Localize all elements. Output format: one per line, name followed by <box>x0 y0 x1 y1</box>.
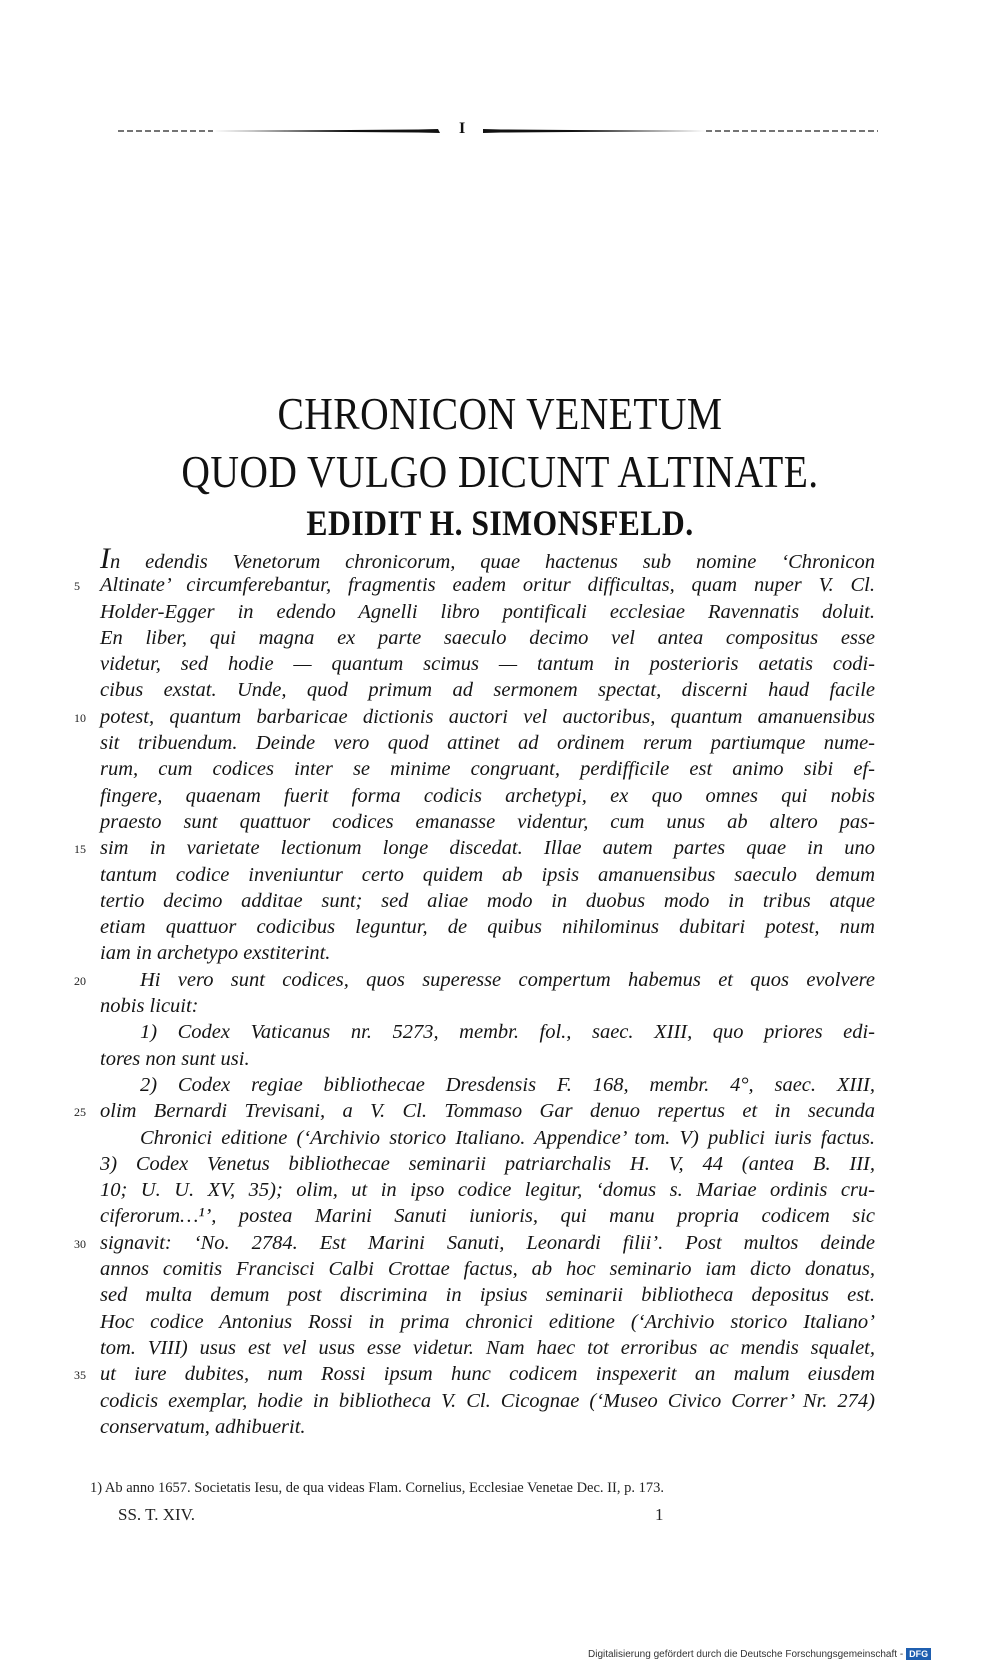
title-editor: EDIDIT H. SIMONSFELD. <box>306 503 694 543</box>
text-line <box>100 625 875 651</box>
text-line <box>100 862 875 888</box>
line-text: Holder-Egger in edendo Agnelli libro pontificali ecclesiae Ravennatis doluit. <box>100 600 875 623</box>
line-text: Hi vero sunt codices, quos superesse compertum habemus et quos evolvere <box>140 968 875 991</box>
text-line <box>74 572 875 598</box>
text-line <box>100 809 875 835</box>
text-line <box>74 835 875 861</box>
line-text: rum, cum codices inter se minime congruant, perdifficile est animo sibi ef- <box>100 758 875 781</box>
text-line <box>100 888 875 914</box>
text-line <box>100 783 875 809</box>
line-number: 25 <box>74 1105 86 1120</box>
line-number: 35 <box>74 1368 86 1383</box>
line-text: videtur, sed hodie — quantum scimus — tantum in posterioris aetatis codi- <box>100 653 875 676</box>
text-line <box>100 651 875 677</box>
dfg-credit <box>588 1648 931 1660</box>
line-text: 2) Codex regiae bibliothecae Dresdensis F. 168, membr. 4°, saec. XIII, <box>140 1073 875 1096</box>
line-text: praesto sunt quattuor codices emanasse videntur, cum unus ab altero pas- <box>100 810 875 833</box>
line-text: 10; U. U. XV, 35); olim, ut in ipso codice legitur, ‘domus s. Mariae ordinis cru- <box>100 1179 875 1202</box>
line-number: 30 <box>74 1236 86 1251</box>
line-text: tom. VIII) usus est vel usus esse videtur. Nam haec tot erroribus ac mendis squalet, <box>100 1336 875 1359</box>
text-line <box>100 1203 875 1229</box>
line-text: olim Bernardi Trevisani, a V. Cl. Tommaso Gar denuo repertus et in secunda <box>100 1100 875 1123</box>
line-text: fingere, quaenam fuerit forma codicis archetypi, ex quo omnes qui nobis <box>100 784 875 807</box>
line-number: 5 <box>74 579 80 594</box>
line-number: 20 <box>74 973 86 988</box>
text-line <box>74 1361 875 1387</box>
ornament-rule-icon <box>118 128 878 148</box>
line-text: conservatum, adhibuerit. <box>100 1415 306 1438</box>
text-line <box>74 967 875 993</box>
text-line <box>100 730 875 756</box>
line-text: annos comitis Francisci Calbi Crottae factus, ab hoc seminario iam dicto donatus, <box>100 1258 875 1281</box>
text-line <box>100 940 875 966</box>
line-text <box>100 542 875 575</box>
text-line <box>100 1282 875 1308</box>
line-text: iam in archetypo exstiterint. <box>100 942 331 965</box>
text-line <box>100 1177 875 1203</box>
line-text: sim in varietate lectionum longe discedat. Illae autem partes quae in uno <box>100 837 875 860</box>
text-line <box>74 1098 875 1124</box>
line-number: 15 <box>74 842 86 857</box>
title-line-2: QUOD VULGO DICUNT ALTINATE. <box>181 446 819 497</box>
line-text: Altinate’ circumferebantur, fragmentis eadem oritur difficultas, quam nuper V. Cl. <box>100 574 875 597</box>
text-line <box>100 1309 875 1335</box>
dfg-credit-text: Digitalisierung gefördert durch die Deutsche Forschungsgemeinschaft - <box>588 1649 904 1660</box>
line-text: tertio decimo additae sunt; sed aliae modo in duobus modo in tribus atque <box>100 889 875 912</box>
text-line <box>100 1151 875 1177</box>
text-line <box>100 914 875 940</box>
text-line <box>100 1019 875 1045</box>
text-line <box>100 542 875 575</box>
header-ornament <box>118 128 878 148</box>
title-line-1: CHRONICON VENETUM <box>277 388 723 439</box>
text-line <box>100 1072 875 1098</box>
text-line <box>100 677 875 703</box>
text-line <box>100 1335 875 1361</box>
dfg-logo: DFG <box>906 1648 931 1660</box>
line-text: 3) Codex Venetus bibliothecae seminarii patriarchalis H. V, 44 (antea B. III, <box>100 1152 875 1175</box>
text-line <box>100 1046 875 1072</box>
text-line <box>100 993 875 1019</box>
line-text: potest, quantum barbaricae dictionis auctori vel auctoribus, quantum amanuensibus <box>100 705 875 728</box>
line-text-rest: n edendis Venetorum chronicorum, quae hactenus sub nomine ‘Chronicon <box>110 551 875 573</box>
text-line <box>100 1125 875 1151</box>
text-line <box>100 1414 875 1440</box>
line-text: sit tribuendum. Deinde vero quod attinet ad ordinem rerum partiumque nume- <box>100 732 875 755</box>
text-line <box>100 1388 875 1414</box>
line-text: tantum codice inveniuntur certo quidem ab ipsis amanuensibus saeculo demum <box>100 863 875 886</box>
line-text: etiam quattuor codicibus leguntur, de quibus nihilominus dubitari potest, num <box>100 916 875 939</box>
line-text: ut iure dubites, num Rossi ipsum hunc codicem inspexerit an malum eiusdem <box>100 1363 875 1386</box>
text-line <box>74 1230 875 1256</box>
line-text: Chronici editione (‘Archivio storico Italiano. Appendice’ tom. V) publici iuris factus. <box>140 1126 875 1149</box>
line-text: En liber, qui magna ex parte saeculo decimo vel antea compositus esse <box>100 626 875 649</box>
line-text: cibus exstat. Unde, quod primum ad sermonem spectat, discerni haud facile <box>100 679 875 702</box>
line-text: codicis exemplar, hodie in bibliotheca V. Cl. Cicognae (‘Museo Civico Correr’ Nr. 274) <box>100 1389 875 1412</box>
text-line <box>100 1256 875 1282</box>
line-text: 1) Codex Vaticanus nr. 5273, membr. fol., saec. XIII, quo priores edi- <box>140 1021 875 1044</box>
page-number: 1 <box>655 1505 664 1524</box>
body-text <box>74 542 875 1440</box>
line-text: nobis licuit: <box>100 995 199 1018</box>
footnote: 1) Ab anno 1657. Societatis Iesu, de qua videas Flam. Cornelius, Ecclesiae Venetae Dec. II, p. 173. <box>90 1480 664 1496</box>
line-text: Hoc codice Antonius Rossi in prima chronici editione (‘Archivio storico Italiano’ <box>100 1310 875 1333</box>
line-text: sed multa demum post discrimina in ipsius seminarii bibliotheca depositus est. <box>100 1284 875 1307</box>
initial-letter: I <box>100 542 110 575</box>
line-text: ciferorum…¹’, postea Marini Sanuti iunioris, qui manu propria codicem sic <box>100 1205 875 1228</box>
text-line <box>100 756 875 782</box>
ornament-center-mark: I <box>459 120 466 137</box>
text-line <box>74 704 875 730</box>
signature-mark: SS. T. XIV. <box>118 1505 195 1524</box>
line-number: 10 <box>74 710 86 725</box>
line-text: tores non sunt usi. <box>100 1047 250 1070</box>
text-line <box>100 599 875 625</box>
line-text: signavit: ‘No. 2784. Est Marini Sanuti, Leonardi filii’. Post multos deinde <box>100 1231 875 1254</box>
